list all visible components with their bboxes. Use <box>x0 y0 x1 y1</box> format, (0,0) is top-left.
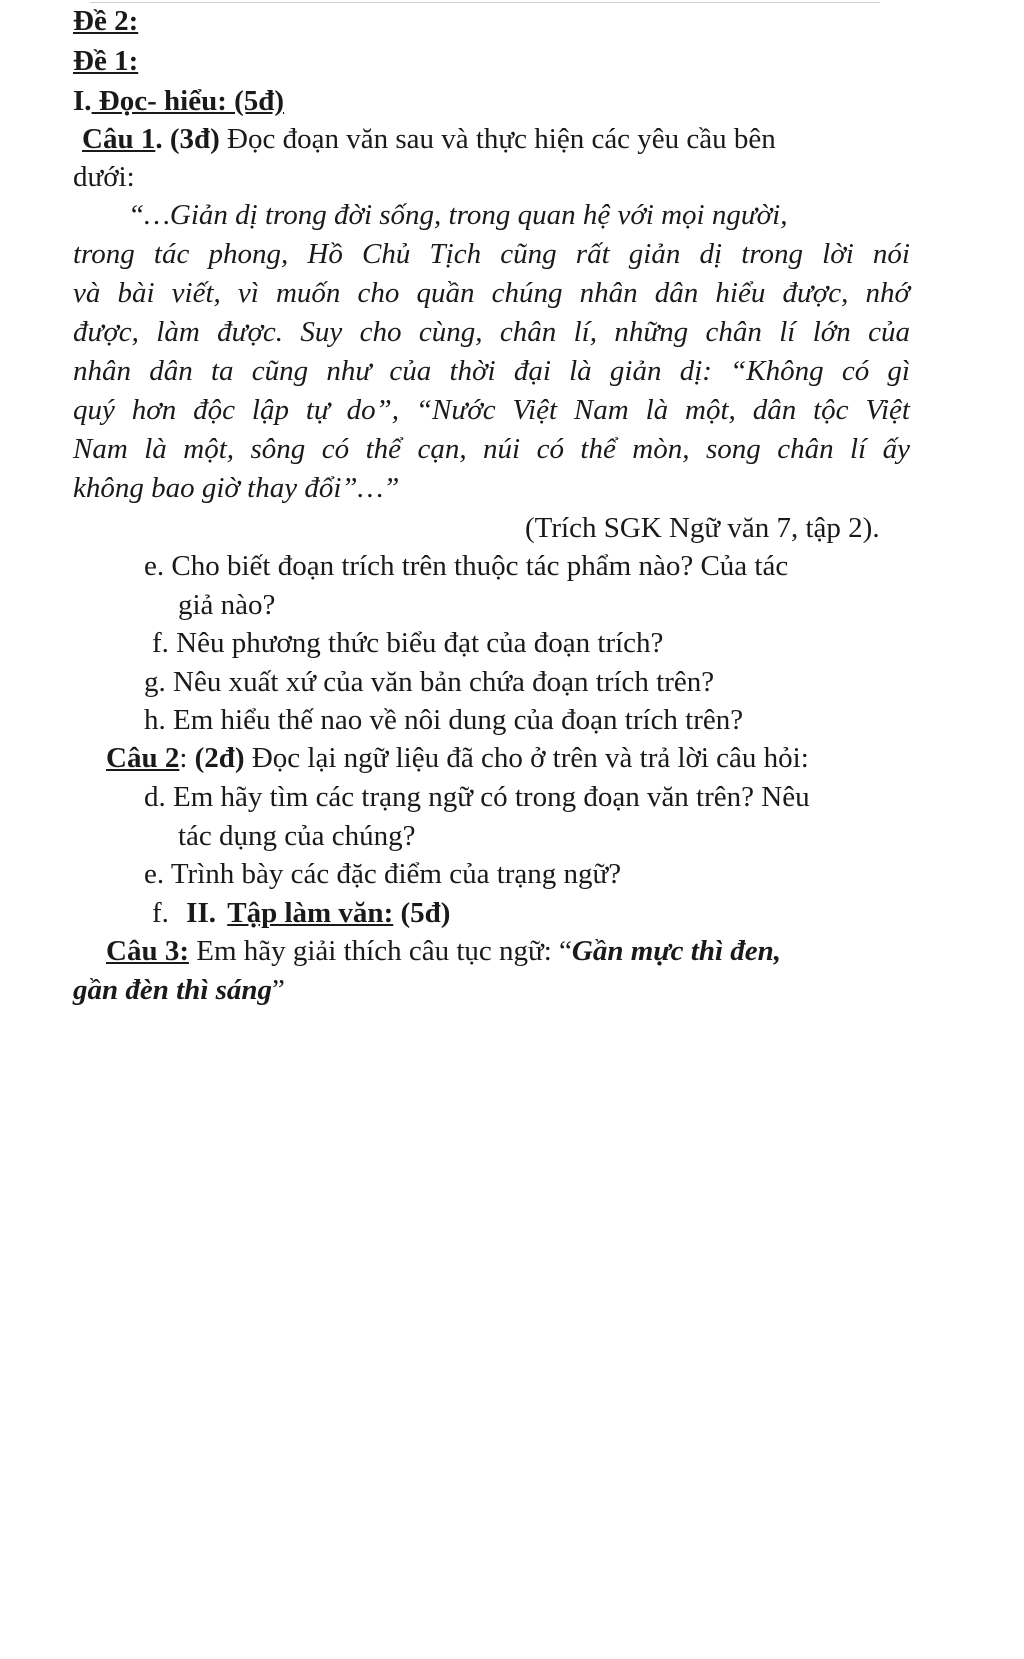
section-2-marker: f. <box>152 897 169 929</box>
section-2-prefix: II. <box>186 897 216 929</box>
question-1-label: Câu 1 <box>82 123 156 155</box>
top-divider <box>90 2 880 3</box>
question-1-text: Đọc đoạn văn sau và thực hiện các yêu cầu bên <box>219 123 776 155</box>
question-2-line <box>106 740 809 776</box>
question-2-colon: : <box>179 742 188 774</box>
question-2-item-d-line-2: tác dụng của chúng? <box>178 820 416 852</box>
question-3-close-quote: ” <box>272 974 285 1006</box>
question-3-proverb-line-2: gần đèn thì sáng <box>73 974 273 1006</box>
question-1-item-e-line-2: giả nào? <box>178 589 276 621</box>
passage-line-8: không bao giờ thay đổi”…” <box>73 472 400 504</box>
question-1-line-2: dưới: <box>73 161 135 193</box>
passage-line-7: Nam là một, sông có thể cạn, núi có thể mòn, song chân lí ấy <box>73 433 910 465</box>
passage-line-4: được, làm được. Suy cho cùng, chân lí, những chân lí lớn của <box>73 316 910 348</box>
question-2-points: (2đ) <box>187 742 245 774</box>
question-1-line-1 <box>82 121 776 157</box>
section-2-points: (5đ) <box>393 897 451 929</box>
question-1-points: (3đ) <box>162 123 220 155</box>
question-3-line-2 <box>73 972 285 1008</box>
passage-source: (Trích SGK Ngữ văn 7, tập 2). <box>525 512 880 544</box>
question-2-label: Câu 2 <box>106 742 180 774</box>
passage-line-5: nhân dân ta cũng như của thời đại là giản dị: “Không có gì <box>73 355 910 387</box>
section-2-title: Tập làm văn: <box>227 897 394 929</box>
passage-line-1: “…Giản dị trong đời sống, trong quan hệ với mọi người, <box>128 199 788 231</box>
question-3-proverb-line-1: Gần mực thì đen, <box>571 935 782 967</box>
question-1-item-h: h. Em hiểu thế nao về nôi dung của đoạn trích trên? <box>144 704 744 736</box>
section-1-heading <box>73 83 284 119</box>
question-2-text: Đọc lại ngữ liệu đã cho ở trên và trả lời câu hỏi: <box>244 742 809 774</box>
passage-line-6: quý hơn độc lập tự do”, “Nước Việt Nam là một, dân tộc Việt <box>73 394 910 426</box>
question-2-item-e: e. Trình bày các đặc điểm của trạng ngữ? <box>144 858 622 890</box>
passage-line-2: trong tác phong, Hồ Chủ Tịch cũng rất giản dị trong lời nói <box>73 238 910 270</box>
question-3-text: Em hãy giải thích câu tục ngữ: “ <box>188 935 572 967</box>
section-1-title: Đọc- hiểu: (5đ) <box>91 85 285 117</box>
question-1-item-g: g. Nêu xuất xứ của văn bản chứa đoạn trích trên? <box>144 666 715 698</box>
section-2-heading <box>152 895 450 931</box>
heading-de-1: Đề 1: <box>73 45 139 77</box>
passage-line-3: và bài viết, vì muốn cho quần chúng nhân dân hiểu được, nhớ <box>73 277 910 309</box>
question-1-item-e-line-1: e. Cho biết đoạn trích trên thuộc tác phẩm nào? Của tác <box>144 550 789 582</box>
section-1-prefix: I. <box>73 85 92 117</box>
question-3-line-1 <box>106 933 781 969</box>
question-3-label: Câu 3: <box>106 935 189 967</box>
heading-de-2: Đề 2: <box>73 5 139 37</box>
question-2-item-d-line-1: d. Em hãy tìm các trạng ngữ có trong đoạn văn trên? Nêu <box>144 781 810 813</box>
question-1-item-f: f. Nêu phương thức biểu đạt của đoạn trích? <box>152 627 664 659</box>
question-1-dot: . <box>155 123 163 155</box>
